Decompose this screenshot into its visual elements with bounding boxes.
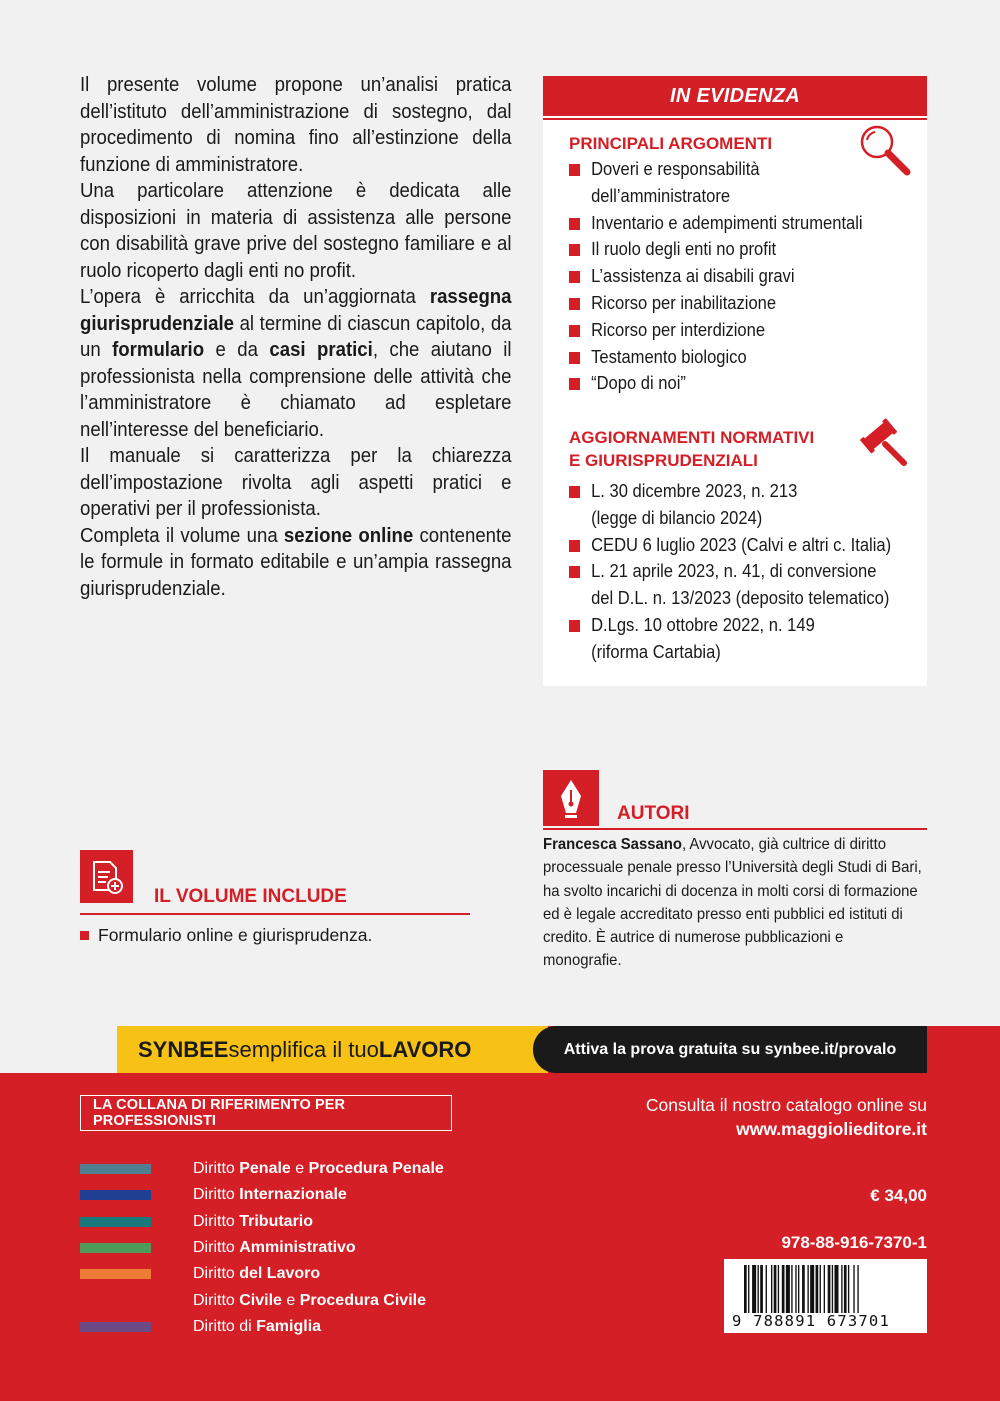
series-label: Diritto di Famiglia	[193, 1317, 322, 1335]
intro-p3-bold: casi pratici	[269, 339, 373, 361]
argomenti-list	[569, 156, 909, 397]
pen-nib-icon	[543, 770, 599, 826]
synbee-cta: Attiva la prova gratuita su synbee.it/provalo	[533, 1026, 927, 1073]
in-evidenza-header: IN EVIDENZA	[543, 76, 927, 116]
list-item: Testamento biologico	[569, 344, 909, 371]
intro-p3-text: L’opera è arricchita da un’aggiornata	[80, 286, 430, 308]
catalog-info: Consulta il nostro catalogo online su www.maggiolieditore.it	[645, 1095, 927, 1139]
volume-item-text: Formulario online e giurisprudenza.	[98, 925, 373, 945]
series-row	[80, 1287, 444, 1313]
document-add-icon	[80, 850, 133, 903]
volume-title: IL VOLUME INCLUDE	[154, 886, 347, 907]
series-row	[80, 1261, 444, 1287]
series-row	[80, 1314, 444, 1340]
list-item: CEDU 6 luglio 2023 (Calvi e altri c. Italia)	[569, 532, 909, 559]
series-row	[80, 1182, 444, 1208]
intro-p3-text: e da	[204, 339, 270, 361]
autori-title: AUTORI	[617, 803, 690, 824]
series-row	[80, 1209, 444, 1235]
series-list	[80, 1156, 444, 1340]
collana-label: LA COLLANA DI RIFERIMENTO PER PROFESSIONISTI	[80, 1095, 452, 1131]
list-item: Inventario e adempimenti strumentali	[569, 210, 909, 237]
series-row	[80, 1156, 444, 1182]
series-label: Diritto Penale e Procedura Penale	[193, 1160, 444, 1178]
in-evidenza-box	[543, 76, 927, 686]
divider	[80, 913, 470, 915]
series-color-bar	[80, 1269, 151, 1279]
series-label: Diritto Internazionale	[193, 1186, 347, 1204]
intro-paragraph-5	[80, 523, 512, 603]
author-bio	[543, 833, 924, 973]
intro-p3-text: al termine di ciascun capitolo, da un	[80, 312, 512, 361]
list-item: L’assistenza ai disabili gravi	[569, 263, 909, 290]
series-label: Diritto Amministrativo	[193, 1239, 356, 1257]
series-color-bar	[80, 1296, 151, 1306]
intro-text	[80, 72, 512, 602]
list-item: D.Lgs. 10 ottobre 2022, n. 149 (riforma Cartabia)	[569, 612, 909, 666]
intro-p3-text: , che aiutano il professionista nella comprensione delle attività che l’amministratore è chiamato ad espletare nell’interesse del beneficiario.	[80, 339, 512, 441]
author-bio-text: , Avvocato, già cultrice di diritto processuale penale presso l’Università degli Studi di Bari, ha svolto incarichi di docenza in molti corsi di formazione ed è legale accreditato presso enti pubblici ed istituti di credito. È autrice di numerose pubblicazioni e monografie.	[543, 836, 922, 970]
list-item: Ricorso per inabilitazione	[569, 290, 909, 317]
intro-p3-bold: formulario	[112, 339, 205, 361]
intro-paragraph-2: Una particolare attenzione è dedicata alle disposizioni in materia di assistenza alle persone con disabilità grave prive del sostegno familiare e al ruolo ricoperto dagli enti no profit.	[80, 180, 512, 282]
list-item: Il ruolo degli enti no profit	[569, 236, 909, 263]
intro-paragraph-4: Il manuale si caratterizza per la chiarezza dell’impostazione rivolta agli aspetti pratici e operativi per il professionista.	[80, 445, 512, 520]
barcode-bars	[744, 1265, 924, 1313]
series-color-bar	[80, 1164, 151, 1174]
series-color-bar	[80, 1322, 151, 1332]
price: € 34,00	[870, 1186, 927, 1205]
argomenti-title: PRINCIPALI ARGOMENTI	[569, 134, 773, 153]
series-row	[80, 1235, 444, 1261]
list-item	[80, 925, 372, 946]
series-color-bar	[80, 1243, 151, 1253]
list-item: L. 30 dicembre 2023, n. 213 (legge di bilancio 2024)	[569, 478, 909, 532]
intro-p5-text: Completa il volume una	[80, 524, 284, 547]
barcode-digits: 9 788891 673701	[732, 1312, 890, 1330]
aggiornamenti-list	[569, 478, 909, 666]
series-label: Diritto del Lavoro	[193, 1265, 321, 1283]
catalog-url: www.maggiolieditore.it	[736, 1119, 927, 1139]
barcode	[724, 1259, 927, 1333]
isbn: 978-88-916-7370-1	[781, 1233, 927, 1252]
footer-corner	[0, 1008, 117, 1073]
list-item: dell’amministratore	[591, 185, 731, 206]
aggiornamenti-title: AGGIORNAMENTI NORMATIVI E GIURISPRUDENZIALI	[569, 428, 815, 470]
series-color-bar	[80, 1217, 151, 1227]
series-label: Diritto Tributario	[193, 1212, 314, 1230]
divider	[543, 118, 927, 120]
intro-p5-bold: sezione online	[283, 524, 414, 547]
gavel-icon	[856, 416, 912, 472]
author-name: Francesca Sassano	[543, 836, 682, 853]
divider	[543, 828, 927, 830]
intro-paragraph-3	[80, 284, 512, 443]
list-item: Doveri e responsabilità	[569, 156, 909, 183]
series-label: Diritto Civile e Procedura Civile	[193, 1291, 426, 1309]
footer-top-gap	[0, 1008, 1000, 1026]
series-color-bar	[80, 1190, 151, 1200]
synbee-slogan: SYNBEE semplifica il tuo LAVORO	[138, 1036, 472, 1062]
intro-p5-text: contenente le formule in formato editabile e un’ampia rassegna giurisprudenziale.	[80, 524, 512, 600]
intro-p3-bold: rassegna giurisprudenziale	[80, 286, 512, 335]
list-item: L. 21 aprile 2023, n. 41, di conversione del D.L. n. 13/2023 (deposito telematico)	[569, 558, 909, 612]
list-item: “Dopo di noi”	[569, 370, 909, 397]
intro-paragraph-1: Il presente volume propone un’analisi pratica dell’istituto dell’amministrazione di sostegno, dal procedimento di nomina fino all’estinzione della funzione di amministratore.	[80, 74, 512, 176]
list-item: Ricorso per interdizione	[569, 317, 909, 344]
